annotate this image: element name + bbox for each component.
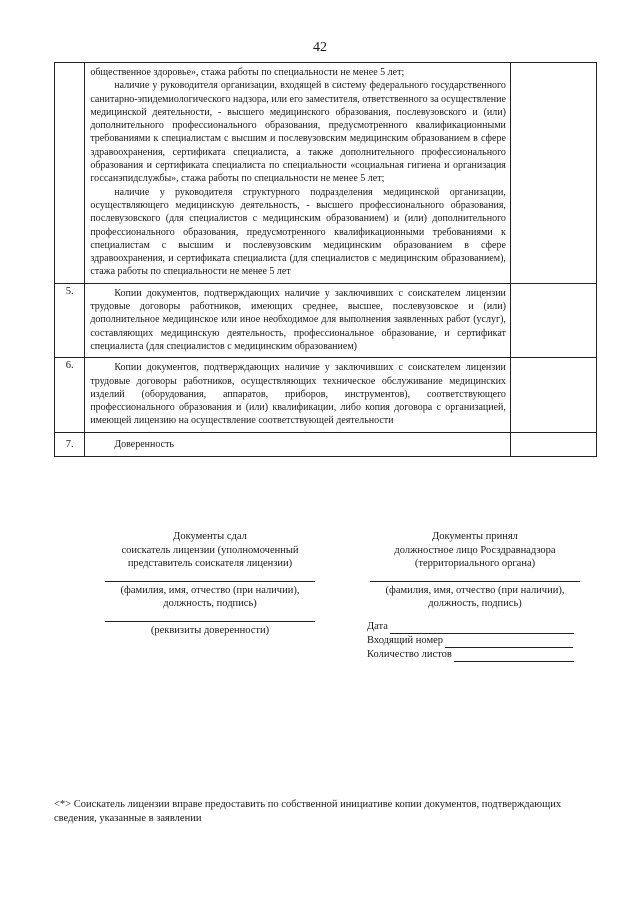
proxy-caption: (реквизиты доверенности) [150,624,270,636]
row-number: 6. [55,358,85,432]
table-row-continued [55,63,597,284]
submitter-signature-block [95,530,325,638]
paragraph: наличие у руководителя организации, входящей в систему федерального государственного санитарно-эпидемиологического надзора, или его заместителя, ответственного за осуществление медицинской деятельности, - высшего медицинского образования, послевузовского и (или) дополнительного профессионального образования, предусмотренного квалификационными требованиями к специалистам с высшим и послевузовским медицинским образованием в сфере здравоохранения, сертификата специалиста, а также дополнительного профессионального образования и сертификата специалиста по специальности «социальная гигиена и организация госсанэпидслужбы», стажа работы по специальности не менее 5 лет; [90,80,506,185]
date-row [367,620,574,634]
sheets-count-row [367,648,574,662]
table-row-5 [55,283,597,357]
table-row-7 [55,432,597,456]
documents-table [54,62,597,457]
row-text-cell [85,63,511,284]
receiver-title: Документы принял [432,531,518,542]
submitter-line: представитель соискателя лицензии) [127,558,293,570]
submitter-title: Документы сдал [173,531,247,542]
registration-fields [367,620,574,662]
incoming-number-row [367,634,574,648]
signature-line [105,581,315,582]
receiver-line: должностное лицо Росздравнадзора [394,544,556,556]
receiver-line: (территориального органа) [414,558,536,570]
signature-line [370,581,580,582]
fio-caption: (фамилия, имя, отчество (при наличии), [120,584,300,596]
row-text-cell [85,432,511,456]
row-number: 5. [55,283,85,357]
row-blank-cell [510,358,596,432]
fio-caption: должность, подпись) [428,598,522,610]
sheets-count-line [454,650,574,662]
fio-caption: (фамилия, имя, отчество (при наличии), [385,584,565,596]
date-line [390,622,574,634]
row-number: 7. [55,432,85,456]
row-blank-cell [510,432,596,456]
fio-caption: должность, подпись) [163,598,257,610]
table-row-6 [55,358,597,432]
date-label: Дата [367,621,388,632]
paragraph: Копии документов, подтверждающих наличие у заключивших с соискателем лицензии трудовые договоры работников, осуществляющих техническое обслуживание медицинских изделий (оборудования, аппаратов, приборов, инструментов), соответствующего профессионального образования и (или) квалификации, либо копия договора с организацией, имеющей лицензию на осуществление соответствующей деятельности [90,362,506,427]
sheets-count-label: Количество листов [367,649,452,660]
row-blank-cell [510,63,596,284]
submitter-line: соискатель лицензии (уполномоченный [121,544,299,556]
page-number: 42 [313,40,327,55]
paragraph: Копии документов, подтверждающих наличие у заключивших с соискателем лицензии трудовые договоры работников, имеющих среднее, высшее, послевузовское и (или) дополнительное медицинское или иное необходимое для выполнения заявленных работ (услуг), составляющих медицинскую деятельность, профессиональное образование, и сертификат специалиста (для специалистов с медицинским образованием) [90,287,506,352]
row-number-cell [55,63,85,284]
row-blank-cell [510,283,596,357]
incoming-number-line [445,636,573,648]
footnote: <*> Соискатель лицензии вправе предоставить по собственной инициативе копии документов, подтверждающих сведения, указанные в заявлении [54,799,562,824]
paragraph: общественное здоровье», стажа работы по специальности не менее 5 лет; [90,67,405,78]
paragraph: Доверенность [114,438,174,450]
incoming-number-label: Входящий номер [367,635,444,646]
row-text-cell [85,283,511,357]
receiver-signature-block [360,530,590,611]
paragraph: наличие у руководителя структурного подразделения медицинской организации, осуществляющего медицинскую деятельность, - высшего профессионального образования, послевузовского (для специалистов с медицинским образованием) и (или) дополнительного профессионального образования, предусмотренного квалификационными требованиями к специалистам с высшим и послевузовским медицинским образованием в сфере здравоохранения, и сертификата специалиста (для специалистов с медицинским образованием), стажа работы по специальности не менее 5 лет [90,186,506,278]
signature-line [105,621,315,622]
row-text-cell [85,358,511,432]
